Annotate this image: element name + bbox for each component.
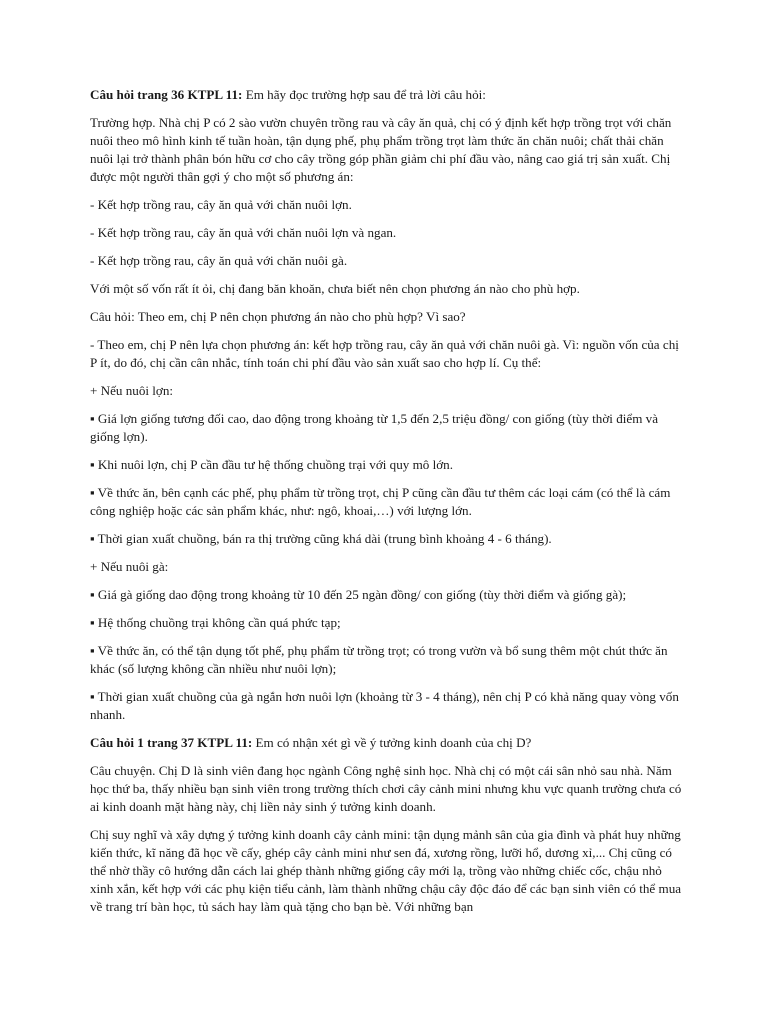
option-item: - Kết hợp trồng rau, cây ăn quả với chăn nuôi lợn. <box>90 197 352 212</box>
option-item: - Kết hợp trồng rau, cây ăn quả với chăn nuôi gà. <box>90 253 348 268</box>
question-37-prompt: Em có nhận xét gì về ý tưởng kinh doanh của chị D? <box>252 735 532 750</box>
pig-point: ▪ Khi nuôi lợn, chị P cần đầu tư hệ thống chuồng trại với quy mô lớn. <box>90 457 453 472</box>
option-item: - Kết hợp trồng rau, cây ăn quả với chăn nuôi lợn và ngan. <box>90 225 397 240</box>
case-paragraph: Trường hợp. Nhà chị P có 2 sào vườn chuyên trồng rau và cây ăn quả, chị có ý định kết hợp trồng trọt với chăn nuôi theo mô hình kinh tế tuần hoàn, tận dụng phế, phụ phẩm trồng trọt làm thức ăn chăn nuôi; chất thải chăn nuôi lại trở thành phân bón hữu cơ cho cây trồng góp phần giảm chi phí đầu vào, nâng cao giá trị sản xuất. Chị được một người thân gợi ý cho một số phương án: <box>90 115 672 184</box>
pig-point: ▪ Thời gian xuất chuồng, bán ra thị trường cũng khá dài (trung bình khoảng 4 - 6 tháng). <box>90 531 552 546</box>
answer-intro: - Theo em, chị P nên lựa chọn phương án: kết hợp trồng rau, cây ăn quả với chăn nuôi gà. Vì: nguồn vốn của chị P ít, do đó, chị cần cân nhắc, tính toán chi phí đầu vào sản xuất sao cho hợp lí. Cụ thể: <box>90 337 679 370</box>
question-36-heading: Câu hỏi trang 36 KTPL 11: <box>90 87 243 102</box>
pig-point: ▪ Về thức ăn, bên cạnh các phế, phụ phẩm từ trồng trọt, chị P cũng cần đầu tư thêm các loại cám (có thể là cám công nghiệp hoặc các sản phẩm khác, như: ngô, khoai,…) với lượng lớn. <box>90 485 671 518</box>
chicken-heading: + Nếu nuôi gà: <box>90 559 169 574</box>
chicken-point: ▪ Thời gian xuất chuồng của gà ngắn hơn nuôi lợn (khoảng từ 3 - 4 tháng), nên chị P có khả năng quay vòng vốn nhanh. <box>90 689 679 722</box>
question-36 <box>90 86 686 104</box>
pig-heading: + Nếu nuôi lợn: <box>90 383 174 398</box>
case-question: Câu hỏi: Theo em, chị P nên chọn phương án nào cho phù hợp? Vì sao? <box>90 309 466 324</box>
question-36-prompt: Em hãy đọc trường hợp sau để trả lời câu hỏi: <box>242 87 486 102</box>
story-paragraph: Câu chuyện. Chị D là sinh viên đang học ngành Công nghệ sinh học. Nhà chị có một cái sân nhỏ sau nhà. Năm học thứ ba, thấy nhiều bạn sinh viên trong trường thích chơi cây cảnh mini nhưng khu vực quanh trường chưa có ai kinh doanh mặt hàng này, chị liền nảy sinh ý tưởng kinh doanh. <box>90 763 682 814</box>
dilemma-paragraph: Với một số vốn rất ít ỏi, chị đang băn khoăn, chưa biết nên chọn phương án nào cho phù hợp. <box>90 281 580 296</box>
idea-paragraph: Chị suy nghĩ và xây dựng ý tưởng kinh doanh cây cảnh mini: tận dụng mảnh sân của gia đình và phát huy những kiến thức, kĩ năng đã học về cấy, ghép cây cảnh mini như sen đá, xương rồng, lưỡi hổ, dương xỉ,... Chị cũng có thể nhờ thầy cô hướng dẫn cách lai ghép thành những giống cây mới lạ, trồng vào những chiếc cốc, chậu nhỏ xinh xắn, kết hợp với các phụ kiện tiểu cảnh, làm thành những chậu cây độc đáo để các bạn sinh viên có thể mua về trang trí bàn học, tủ sách hay làm quà tặng cho bạn bè. Với những bạn <box>90 827 682 914</box>
document-page <box>90 86 686 926</box>
chicken-point: ▪ Hệ thống chuồng trại không cần quá phức tạp; <box>90 615 341 630</box>
question-37 <box>90 734 686 752</box>
question-37-heading: Câu hỏi 1 trang 37 KTPL 11: <box>90 735 253 750</box>
chicken-point: ▪ Giá gà giống dao động trong khoảng từ 10 đến 25 ngàn đồng/ con giống (tùy thời điểm và giống gà); <box>90 587 627 602</box>
pig-point: ▪ Giá lợn giống tương đối cao, dao động trong khoảng từ 1,5 đến 2,5 triệu đồng/ con giống (tùy thời điểm và giống lợn). <box>90 411 659 444</box>
chicken-point: ▪ Về thức ăn, có thể tận dụng tốt phế, phụ phẩm từ trồng trọt; có trong vườn và bổ sung thêm một chút thức ăn khác (số lượng không cần nhiều như nuôi lợn); <box>90 643 668 676</box>
